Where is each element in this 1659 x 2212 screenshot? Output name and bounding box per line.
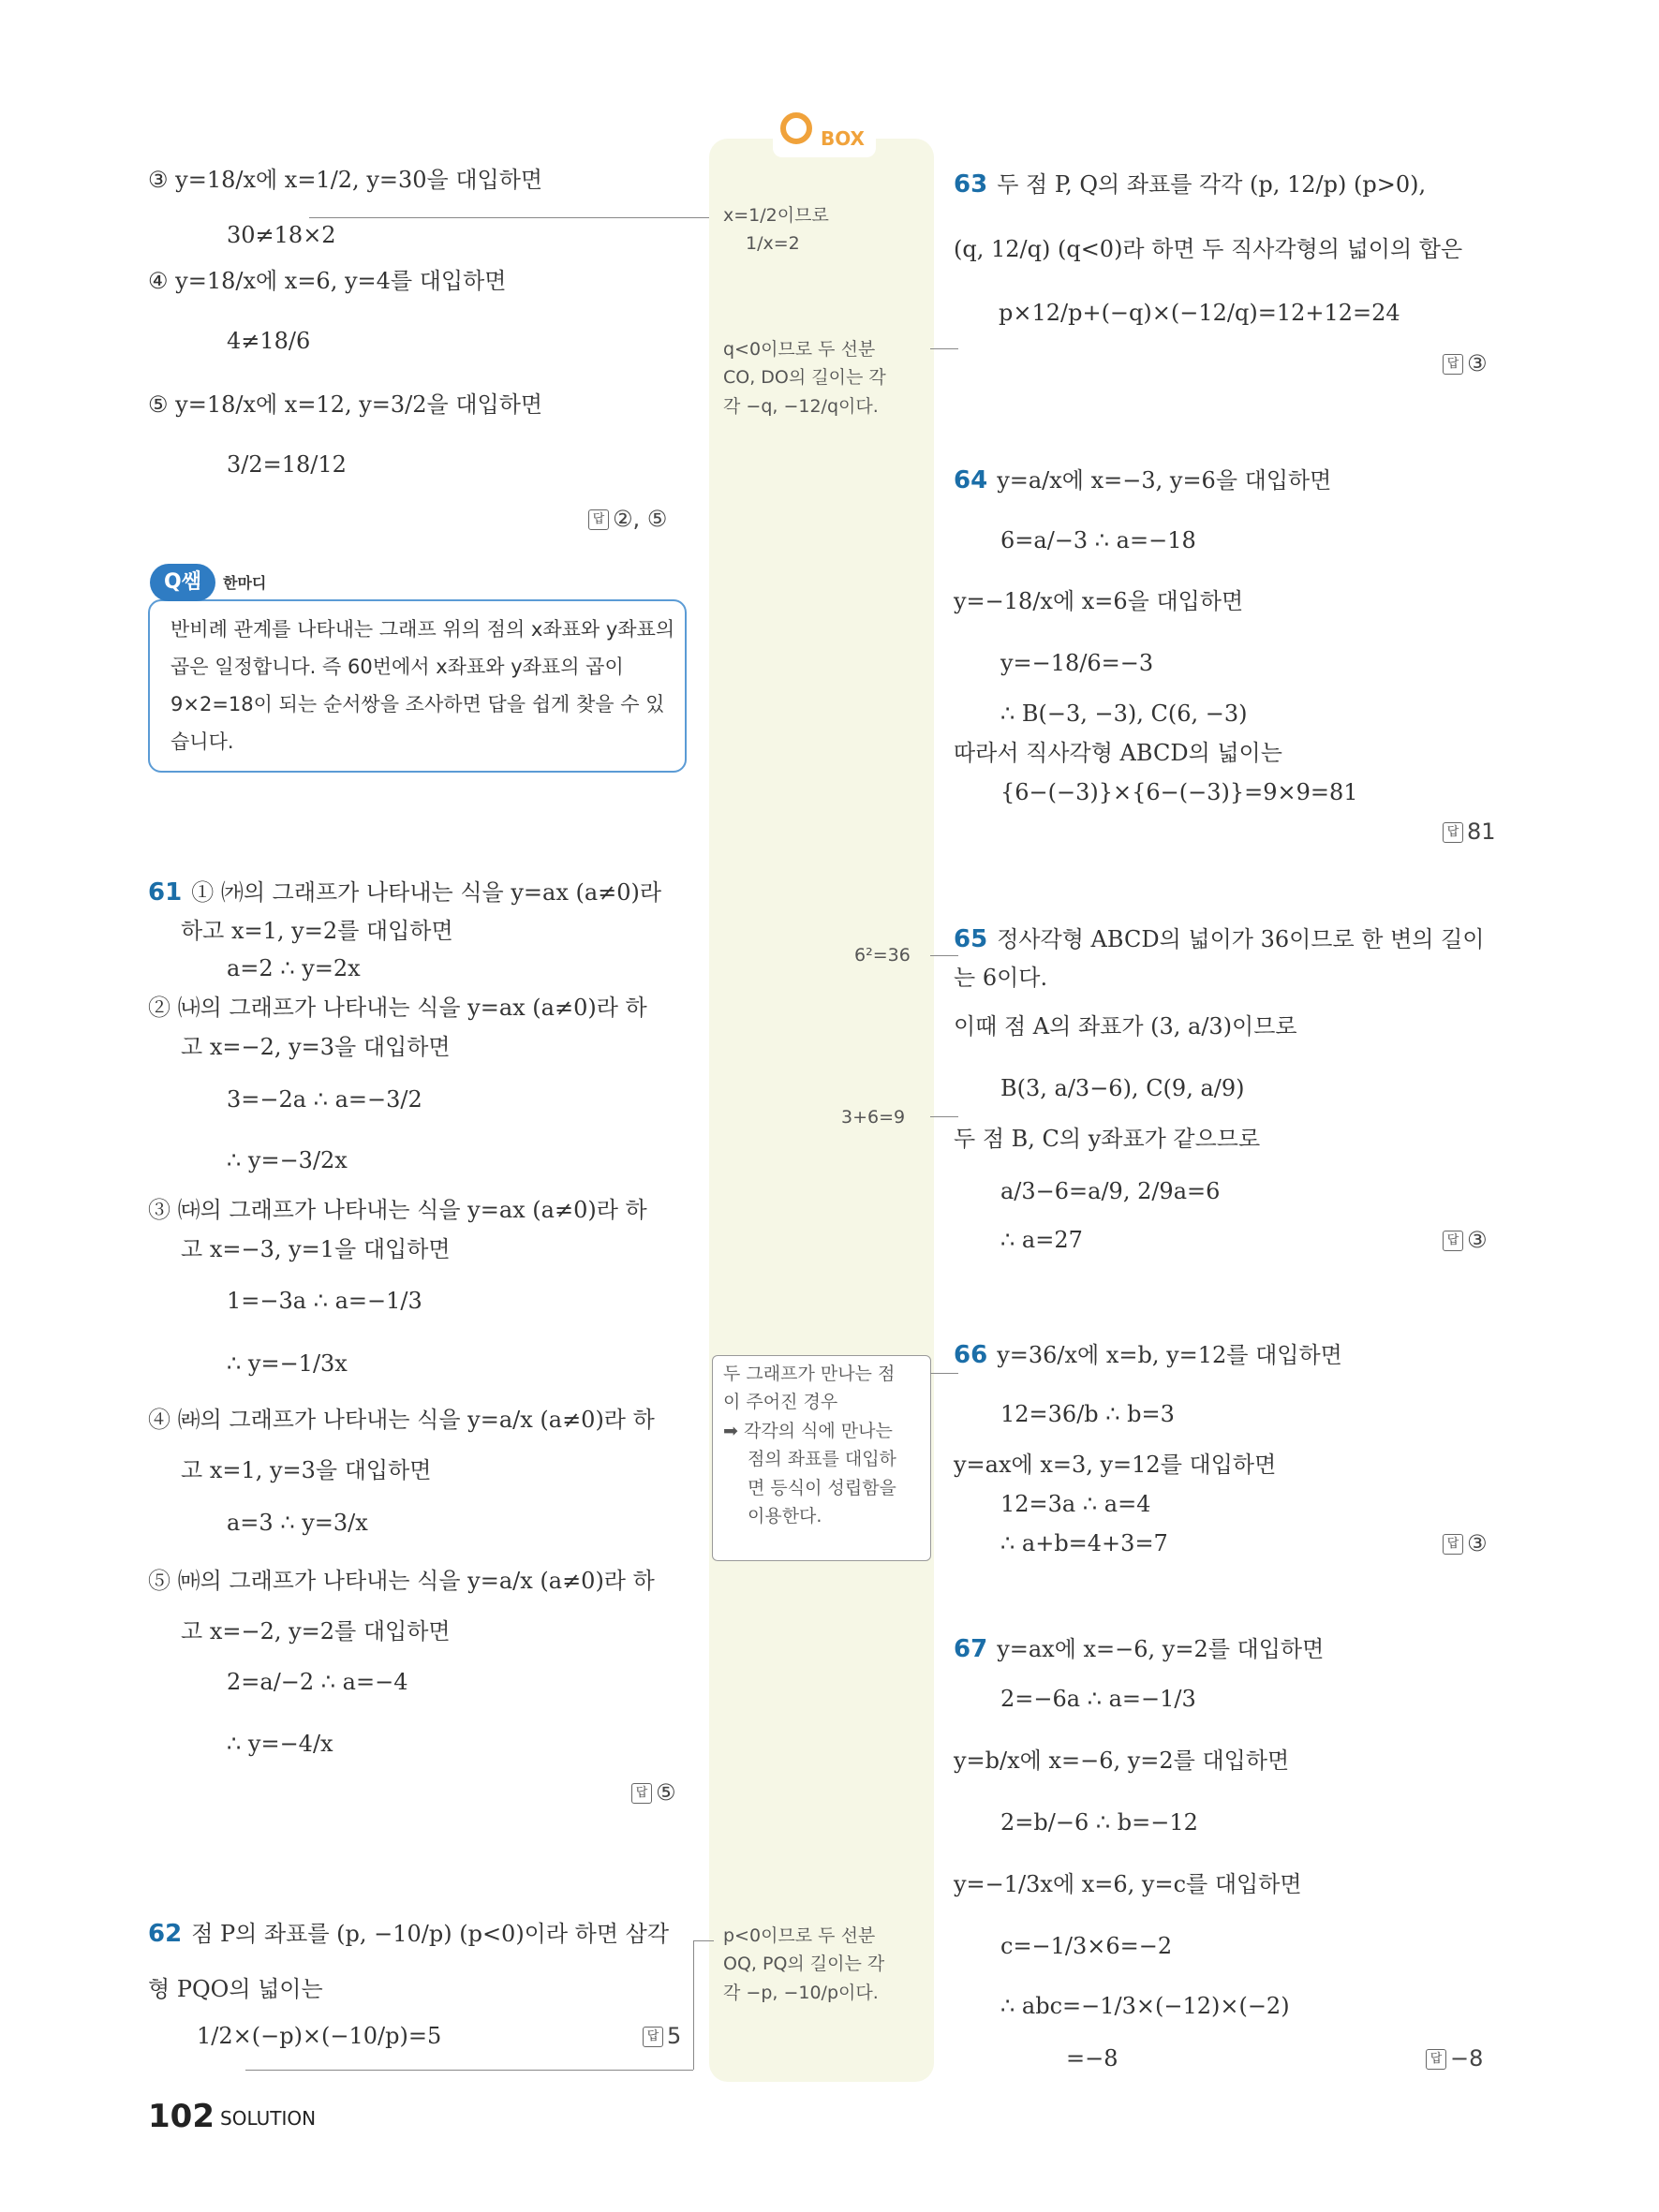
left-line-6: 3/2=18/12 [227,451,347,478]
answer-top: 답 ②, ⑤ [588,506,667,532]
answer-box-icon: 답 [588,509,609,530]
page-number: 102 [148,2098,215,2135]
side-note-3: 6²=36 [854,945,911,966]
problem-number: 65 [954,925,988,953]
answer-62: 답 5 [643,2023,681,2049]
problem-63-first: 63 두 점 P, Q의 좌표를 각각 (p, 12/p) (p>0), [954,170,1427,199]
connector-line [930,1373,958,1374]
side-note-4: 3+6=9 [841,1107,906,1128]
p65-line: a/3−6=a/9, 2/9a=6 [1000,1178,1221,1204]
connector-line [309,217,709,218]
tip-badge-sub: 한마디 [223,574,267,592]
answer-box-icon: 답 [643,2027,663,2047]
side-note-5: 두 그래프가 만나는 점 이 주어진 경우 ➡ 각각의 식에 만나는 점의 좌표를 대입하 면 등식이 성립함을 이용한다. [723,1364,896,1526]
answer-box-icon: 답 [631,1783,652,1804]
p66-line: 12=36/b ∴ b=3 [1000,1401,1175,1427]
problem-62-first: 62 점 P의 좌표를 (p, −10/p) (p<0)이라 하면 삼각 [148,1920,670,1948]
answer-67: 답 −8 [1426,2045,1483,2072]
answer-box-icon: 답 [1443,1231,1463,1251]
p61-line: ⑤ ㈒의 그래프가 나타내는 식을 y=a/x (a≠0)라 하 [148,1568,655,1594]
p62-line: 1/2×(−p)×(−10/p)=5 [197,2023,442,2049]
p66-line: 12=3a ∴ a=4 [1000,1491,1151,1517]
left-line-4: 4≠18/6 [227,328,311,354]
p61-line: a=3 ∴ y=3/x [227,1510,368,1536]
p61-line: 1=−3a ∴ a=−1/3 [227,1288,422,1314]
p61-line: ③ ㈐의 그래프가 나타내는 식을 y=ax (a≠0)라 하 [148,1197,647,1223]
problem-64-first: 64 y=a/x에 x=−3, y=6을 대입하면 [954,466,1332,494]
problem-66-first: 66 y=36/x에 x=b, y=12를 대입하면 [954,1341,1342,1369]
p61-line: ∴ y=−3/2x [227,1147,348,1173]
qbox-label: BOX [821,127,865,150]
p65-line: 두 점 B, C의 y좌표가 같으므로 [954,1126,1261,1152]
connector-line [930,348,958,349]
p62-line: 형 PQO의 넓이는 [148,1976,323,2002]
problem-number: 62 [148,1920,183,1948]
problem-65-first: 65 정사각형 ABCD의 넓이가 36이므로 한 변의 길이 [954,925,1485,953]
answer-box-icon: 답 [1443,354,1463,375]
p64-line: 6=a/−3 ∴ a=−18 [1000,527,1196,553]
connector-line [693,1940,694,2070]
p61-line: 고 x=1, y=3을 대입하면 [181,1457,432,1483]
answer-box-icon: 답 [1443,822,1463,843]
p65-line: 는 6이다. [954,965,1048,991]
p61-line: 2=a/−2 ∴ a=−4 [227,1669,408,1695]
problem-61-first: 61 ① ㈎의 그래프가 나타내는 식을 y=ax (a≠0)라 [148,878,662,907]
problem-67-first: 67 y=ax에 x=−6, y=2를 대입하면 [954,1635,1325,1663]
p63-line: p×12/p+(−q)×(−12/q)=12+12=24 [999,300,1400,326]
p64-line: y=−18/x에 x=6을 대입하면 [954,588,1244,614]
p61-line: a=2 ∴ y=2x [227,955,361,981]
connector-line [930,955,958,956]
answer-box-icon: 답 [1443,1534,1463,1555]
p67-line: =−8 [1066,2045,1118,2072]
tip-text: 반비례 관계를 나타내는 그래프 위의 점의 x좌표와 y좌표의 곱은 일정합니다. 즉 60번에서 x좌표와 y좌표의 곱이 9×2=18이 되는 순서쌍을 조사하면 답을 쉽게 찾을 수 있습니다. [170,618,675,753]
p64-line: y=−18/6=−3 [1000,650,1154,676]
connector-line [245,2070,693,2071]
left-line-2: 30≠18×2 [227,222,336,248]
side-note-2: q<0이므로 두 선분 CO, DO의 길이는 각 각 −q, −12/q이다. [723,339,886,417]
p67-line: y=b/x에 x=−6, y=2를 대입하면 [954,1747,1290,1774]
p67-line: 2=−6a ∴ a=−1/3 [1000,1686,1196,1712]
left-line-1: ③ y=18/x에 x=1/2, y=30을 대입하면 [148,167,543,193]
p61-line: 하고 x=1, y=2를 대입하면 [181,918,453,944]
side-note-6: p<0이므로 두 선분 OQ, PQ의 길이는 각 각 −p, −10/p이다. [723,1925,885,2003]
p61-line: ∴ y=−1/3x [227,1350,348,1377]
problem-number: 67 [954,1635,988,1663]
p67-line: y=−1/3x에 x=6, y=c를 대입하면 [954,1871,1302,1897]
p61-line: 고 x=−2, y=2를 대입하면 [181,1618,451,1644]
p67-line: c=−1/3×6=−2 [1000,1933,1173,1959]
p64-line: {6−(−3)}×{6−(−3)}=9×9=81 [1000,779,1358,805]
answer-66: 답 ③ [1443,1530,1488,1556]
left-line-5: ⑤ y=18/x에 x=12, y=3/2을 대입하면 [148,391,543,418]
problem-number: 64 [954,466,988,494]
p67-line: 2=b/−6 ∴ b=−12 [1000,1809,1198,1836]
left-line-3: ④ y=18/x에 x=6, y=4를 대입하면 [148,268,507,294]
answer-65: 답 ③ [1443,1227,1488,1253]
p66-line: ∴ a+b=4+3=7 [1000,1530,1168,1556]
tip-badge: Q쌤 [150,564,215,601]
problem-number: 63 [954,170,988,199]
problem-number: 61 [148,878,183,907]
connector-line [693,1940,714,1941]
answer-61: 답 ⑤ [631,1779,676,1806]
p65-line: ∴ a=27 [1000,1227,1083,1253]
qbox-q-icon [780,112,812,144]
p67-line: ∴ abc=−1/3×(−12)×(−2) [1000,1993,1290,2019]
p65-line: 이때 점 A의 좌표가 (3, a/3)이므로 [954,1013,1297,1040]
p64-line: 따라서 직사각형 ABCD의 넓이는 [954,740,1282,766]
p61-line: 3=−2a ∴ a=−3/2 [227,1086,422,1113]
side-note-1: x=1/2이므로 1/x=2 [723,205,829,255]
problem-number: 66 [954,1341,988,1369]
answer-64: 답 81 [1443,818,1496,845]
p61-line: ∴ y=−4/x [227,1731,333,1757]
p63-line: (q, 12/q) (q<0)라 하면 두 직사각형의 넓이의 합은 [954,236,1463,262]
footer-label: SOLUTION [220,2107,317,2130]
p66-line: y=ax에 x=3, y=12를 대입하면 [954,1452,1277,1478]
answer-box-icon: 답 [1426,2049,1446,2070]
answer-63: 답 ③ [1443,350,1488,376]
p61-line: 고 x=−3, y=1을 대입하면 [181,1236,451,1262]
p61-line: ④ ㈑의 그래프가 나타내는 식을 y=a/x (a≠0)라 하 [148,1407,655,1433]
p61-line: ② ㈏의 그래프가 나타내는 식을 y=ax (a≠0)라 하 [148,995,647,1021]
p64-line: ∴ B(−3, −3), C(6, −3) [1000,700,1248,727]
p65-line: B(3, a/3−6), C(9, a/9) [1000,1075,1245,1101]
connector-line [930,1116,958,1117]
p61-line: 고 x=−2, y=3을 대입하면 [181,1034,451,1060]
